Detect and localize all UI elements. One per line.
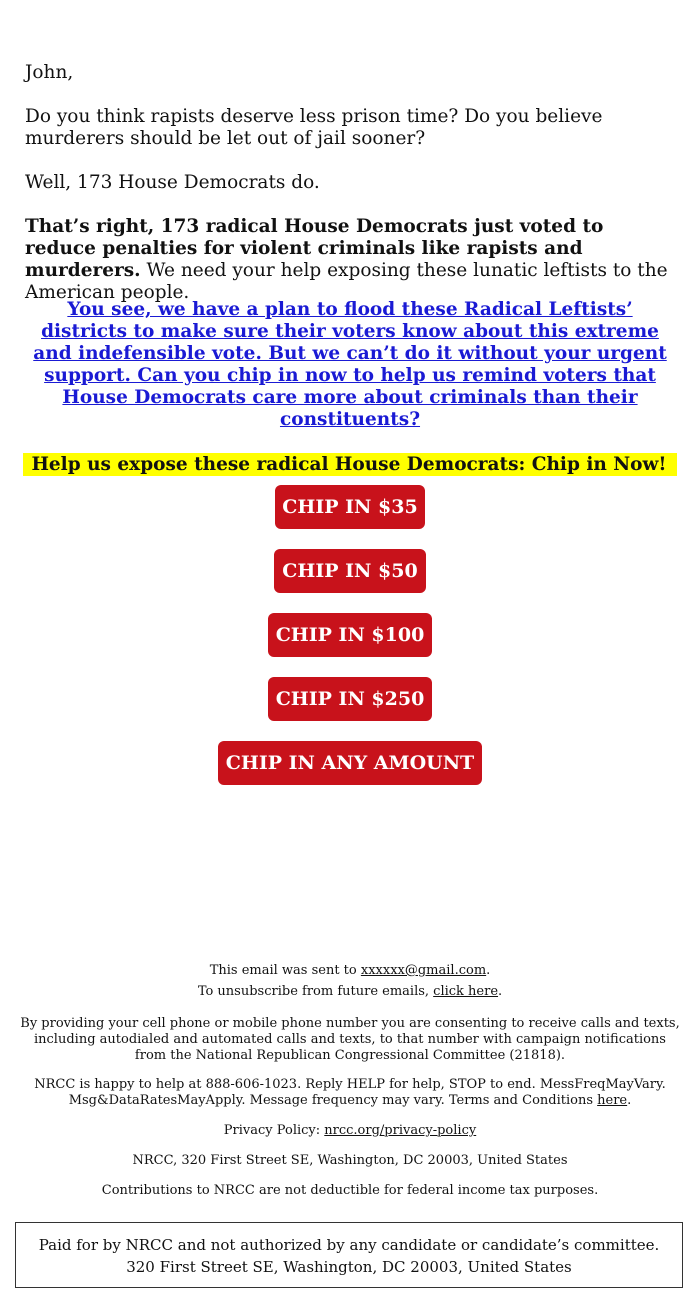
footer-sent-to: [20, 963, 680, 979]
unsubscribe-link[interactable]: click here: [433, 984, 499, 999]
privacy-prefix: Privacy Policy:: [223, 1123, 325, 1138]
statement-paragraph: Well, 173 House Democrats do.: [25, 172, 320, 193]
sent-prefix: This email was sent to: [209, 963, 361, 978]
sent-suffix: .: [486, 963, 491, 978]
claim-paragraph: [25, 216, 675, 304]
unsub-prefix: To unsubscribe from future emails,: [197, 984, 434, 999]
footer-address: NRCC, 320 First Street SE, Washington, DC 20003, United States: [132, 1153, 568, 1168]
claim-normal-text: We need your help exposing these lunatic leftists to the American people.: [25, 260, 668, 303]
chip-in-35-button[interactable]: CHIP IN $35: [275, 485, 425, 529]
footer-consent: By providing your cell phone or mobile phone number you are consenting to receive calls and texts, including autodialed and automated calls and texts, to that number with campaign notifications from the National Republican Congressional Committee (21818).: [20, 1016, 680, 1063]
paid-for-disclaimer: Paid for by NRCC and not authorized by any candidate or candidate’s committee. 320 First Street SE, Washington, DC 20003, United States: [15, 1222, 683, 1288]
chip-in-100-button[interactable]: CHIP IN $100: [268, 613, 432, 657]
privacy-policy-link[interactable]: nrcc.org/privacy-policy: [324, 1123, 477, 1138]
highlight-text[interactable]: Help us expose these radical House Democrats: Chip in Now!: [23, 453, 676, 476]
footer-privacy: [20, 1123, 680, 1139]
chip-in-250-button[interactable]: CHIP IN $250: [268, 677, 432, 721]
footer-unsubscribe: [20, 984, 680, 1000]
intro-paragraph: Do you think rapists deserve less prison time? Do you believe murderers should be let out of jail sooner?: [25, 106, 603, 149]
claim-bold-text: That’s right, 173 radical House Democrats just voted to reduce penalties for violent criminals like rapists and murderers.: [25, 216, 604, 281]
footer-help: [20, 1077, 680, 1109]
unsub-suffix: .: [498, 984, 503, 999]
appeal-link[interactable]: You see, we have a plan to flood these Radical Leftists’ districts to make sure their voters know about this extreme and indefensible vote. But we can’t do it without your urgent support. Can you chip in now to help us remind voters that House Democrats care more about criminals than their constituents?: [33, 299, 667, 430]
highlight-banner: [0, 453, 700, 477]
chip-in-50-button[interactable]: CHIP IN $50: [274, 549, 426, 593]
help-suffix: .: [627, 1093, 632, 1108]
help-text: NRCC is happy to help at 888-606-1023. Reply HELP for help, STOP to end. MessFreqMayVary. Msg&DataRatesMayApply. Message frequency may vary. Terms and Conditions: [34, 1077, 666, 1108]
terms-link[interactable]: here: [597, 1093, 628, 1108]
chip-in-any-amount-button[interactable]: CHIP IN ANY AMOUNT: [218, 741, 482, 785]
recipient-email-link[interactable]: xxxxxx@gmail.com: [360, 963, 487, 978]
footer-contributions-notice: Contributions to NRCC are not deductible for federal income tax purposes.: [101, 1183, 599, 1198]
greeting: John,: [25, 62, 74, 83]
